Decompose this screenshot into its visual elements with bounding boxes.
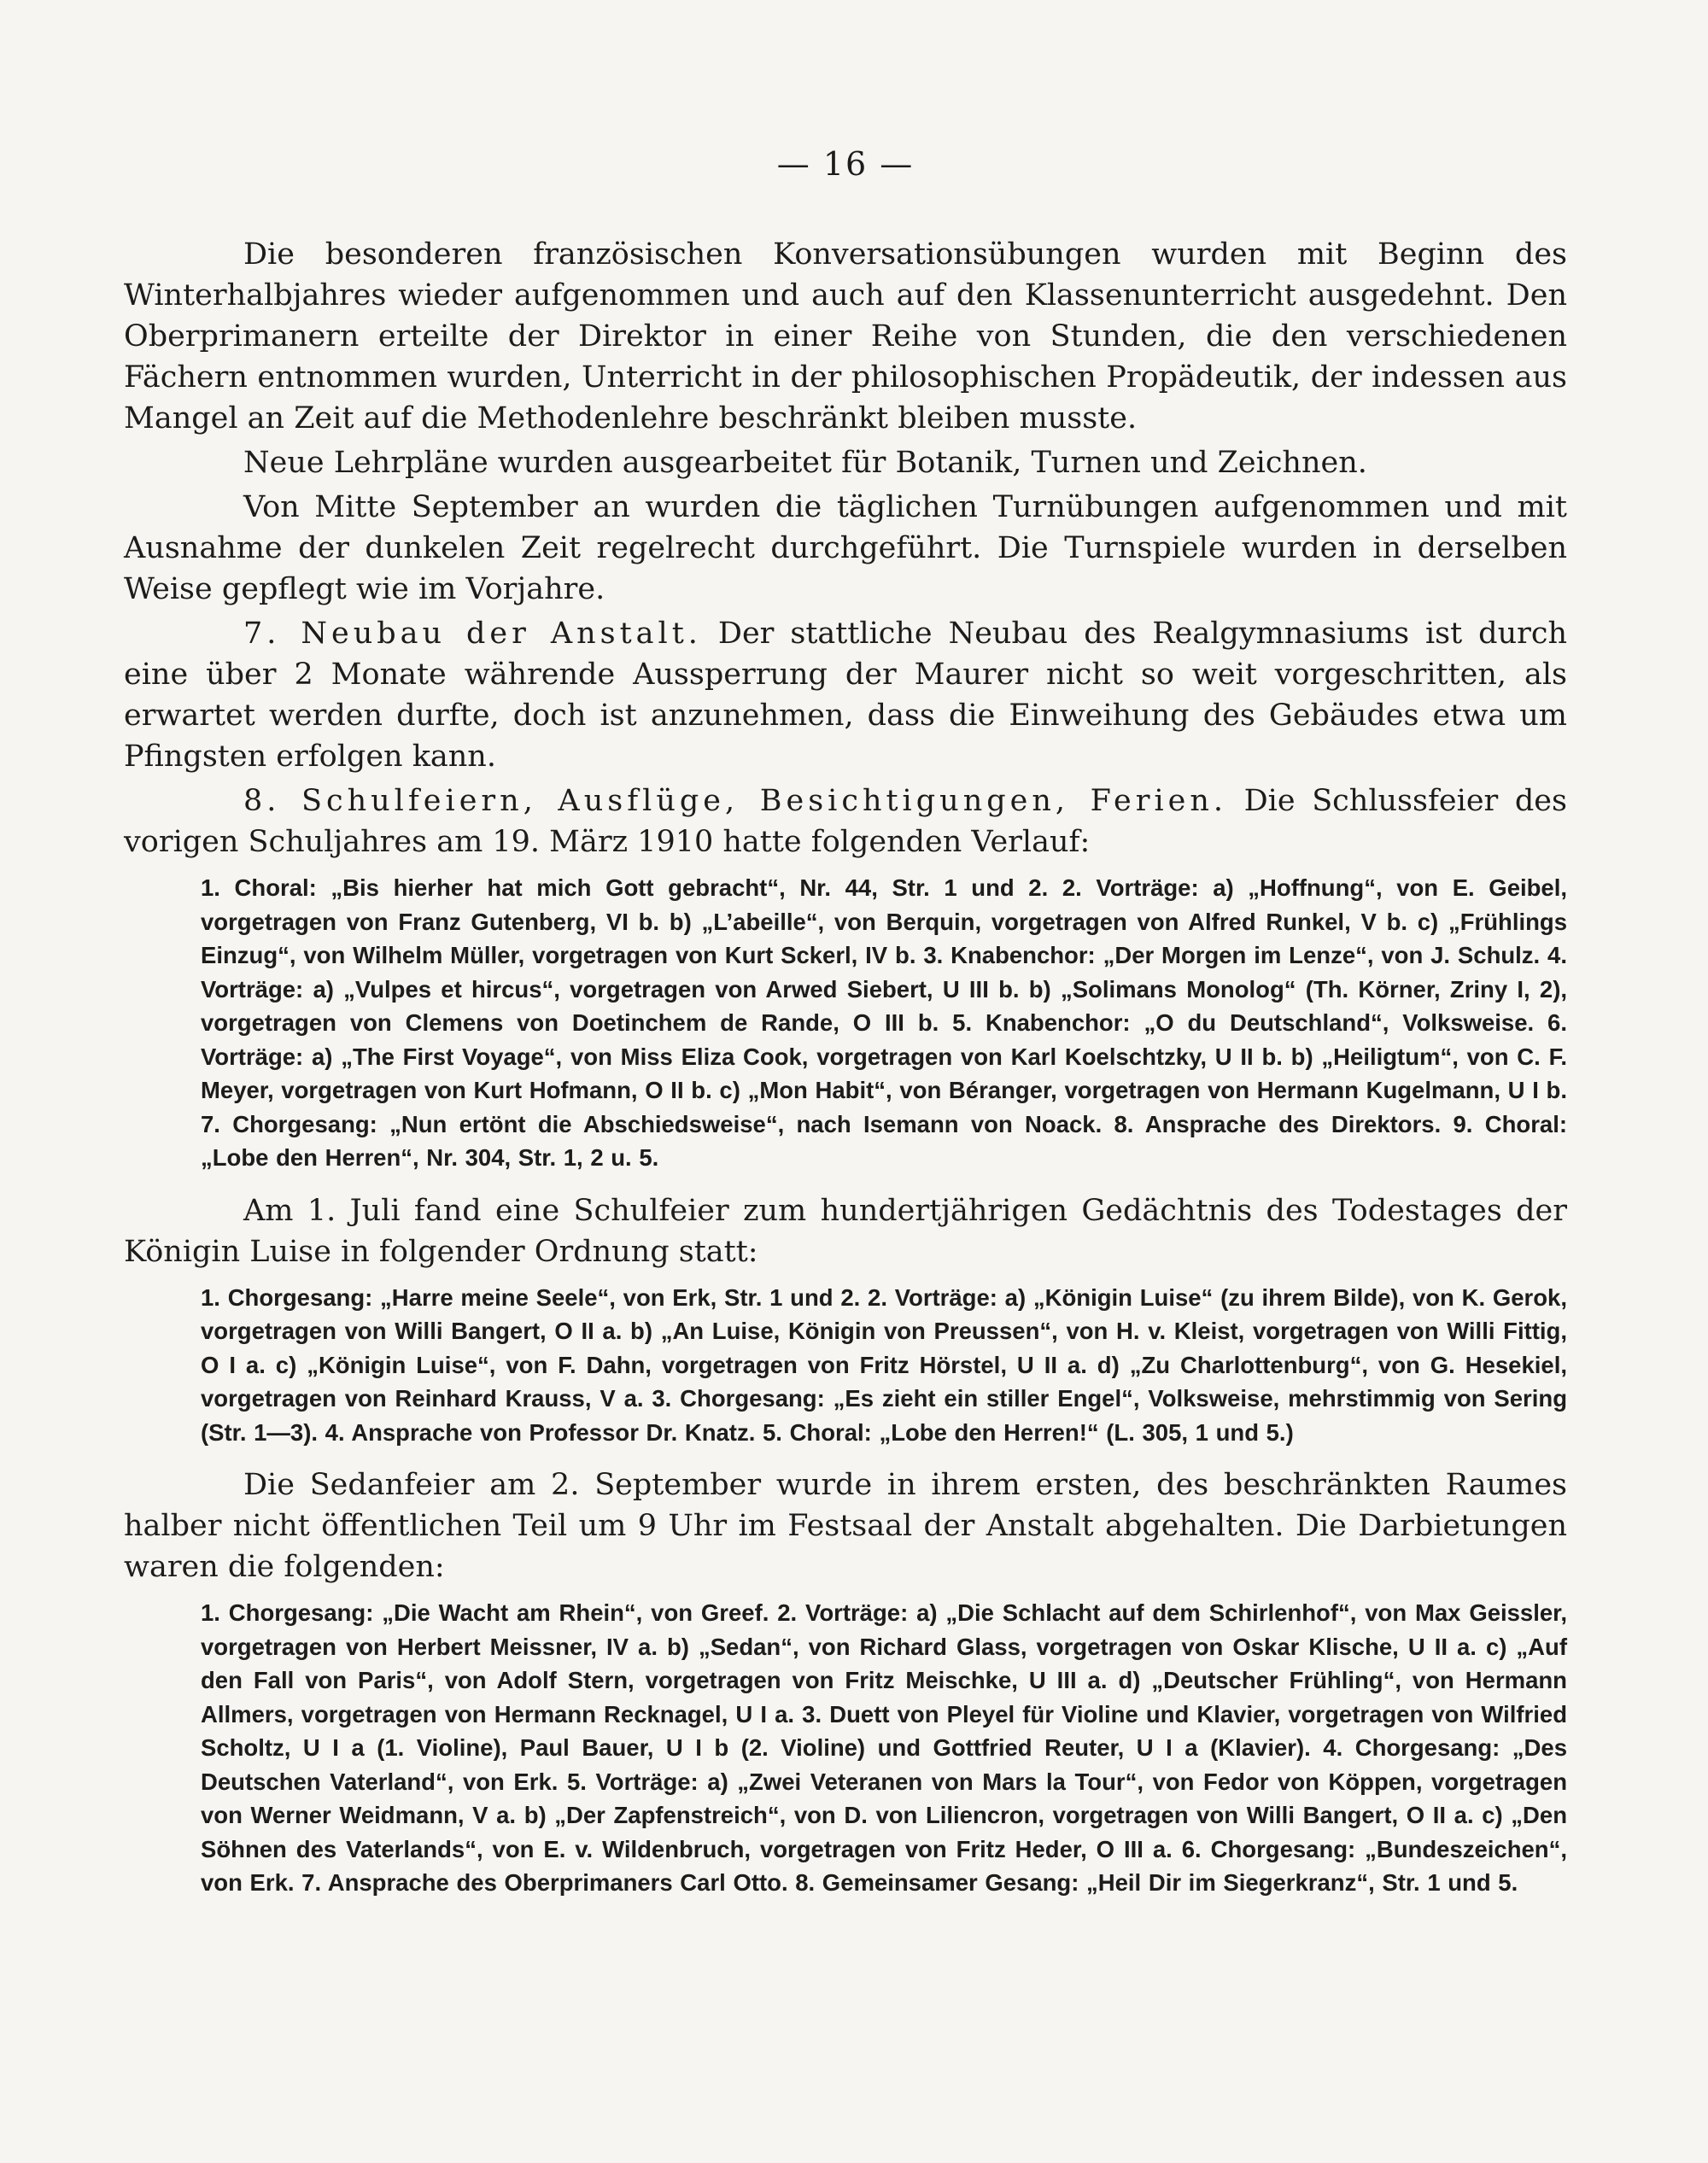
section-8-heading: 8. Schulfeiern, Ausflüge, Besichtigungen, Ferien.: [243, 784, 1228, 818]
paragraph-gymnastics: Von Mitte September an wurden die täglichen Turnübungen aufgenommen und mit Ausnahme der dunkelen Zeit regelrecht durchgeführt. Die Turnspiele wurden in derselben Weise gepflegt wie im Vorjahre.: [124, 490, 1567, 606]
page-number: — 16 —: [776, 145, 915, 183]
paragraph-sedan-celebration: Die Sedanfeier am 2. September wurde in ihrem ersten, des beschränkten Raumes halber nicht öffentlichen Teil um 9 Uhr im Festsaal der Anstalt abgehalten. Die Darbietungen waren die folgenden:: [124, 1468, 1567, 1584]
section-7-text: Der stattliche Neubau des Realgymnasiums ist durch eine über 2 Monate währende Aussperrung der Maurer nicht so weit vorgeschritten, als erwartet werden durfte, doch ist anzunehmen, dass die Einweihung des Gebäudes etwa um Pfingsten erfolgen kann.: [124, 617, 1567, 774]
paragraph-new-curricula: Neue Lehrpläne wurden ausgearbeitet für Botanik, Turnen und Zeichnen.: [243, 446, 1367, 480]
program-sedan: 1. Chorgesang: „Die Wacht am Rhein“, von Greef. 2. Vorträge: a) „Die Schlacht auf dem Schirlenhof“, von Max Geissler, vorgetragen von Herbert Meissner, IV a. b) „Sedan“, von Richard Glass, vorgetragen von Oskar Klische, U II a. c) „Auf den Fall von Paris“, von Adolf Stern, vorgetragen von Fritz Meischke, U III a. d) „Deutscher Frühling“, von Hermann Allmers, vorgetragen von Hermann Recknagel, U I a. 3. Duett von Pleyel für Violine und Klavier, vorgetragen von Wilfried Scholtz, U I a (1. Violine), Paul Bauer, U I b (2. Violine) und Gottfried Reuter, U I a (Klavier). 4. Chorgesang: „Des Deutschen Vaterland“, von Erk. 5. Vorträge: a) „Zwei Veteranen von Mars la Tour“, von Fedor von Köppen, vorgetragen von Werner Weidmann, V a. b) „Der Zapfenstreich“, von D. von Liliencron, vorgetragen von Willi Bangert, O II a. c) „Den Söhnen des Vaterlands“, von E. v. Wildenbruch, vorgetragen von Fritz Heder, O III a. 6. Chorgesang: „Bundeszeichen“, von Erk. 7. Ansprache des Oberprimaners Carl Otto. 8. Gemeinsamer Gesang: „Heil Dir im Siegerkranz“, Str. 1 und 5.: [201, 1599, 1567, 1896]
section-7-paragraph: [124, 613, 1567, 777]
program-queen-luise: 1. Chorgesang: „Harre meine Seele“, von Erk, Str. 1 und 2. 2. Vorträge: a) „Königin Luise“ (zu ihrem Bilde), von K. Gerok, vorgetragen von Willi Bangert, O II a. b) „An Luise, Königin von Preussen“, von H. v. Kleist, vorgetragen von Willi Fittig, O I a. c) „Königin Luise“, von F. Dahn, vorgetragen von Fritz Hörstel, U II a. d) „Zu Charlottenburg“, von G. Hesekiel, vorgetragen von Reinhard Krauss, V a. 3. Chorgesang: „Es zieht ein stiller Engel“, Volksweise, mehrstimmig von Sering (Str. 1—3). 4. Ansprache von Professor Dr. Knatz. 5. Choral: „Lobe den Herren!“ (L. 305, 1 und 5.): [201, 1283, 1567, 1446]
section-7-heading: 7. Neubau der Anstalt.: [243, 617, 702, 651]
section-8-text: Die Schlussfeier des vorigen Schuljahres am 19. März 1910 hatte folgenden Verlauf:: [124, 784, 1567, 859]
paragraph-queen-luise: Am 1. Juli fand eine Schulfeier zum hundertjährigen Gedächtnis des Todestages der Königin Luise in folgender Ordnung statt:: [124, 1193, 1567, 1269]
document-page: [124, 145, 1567, 1915]
section-8-paragraph: [124, 780, 1567, 862]
program-closing-ceremony: 1. Choral: „Bis hierher hat mich Gott gebracht“, Nr. 44, Str. 1 und 2. 2. Vorträge: a) „Hoffnung“, von E. Geibel, vorgetragen von Franz Gutenberg, VI b. b) „L’abeille“, von Berquin, vorgetragen von Alfred Runkel, V b. c) „Frühlings Einzug“, von Wilhelm Müller, vorgetragen von Kurt Sckerl, IV b. 3. Knabenchor: „Der Morgen im Lenze“, von J. Schulz. 4. Vorträge: a) „Vulpes et hircus“, vorgetragen von Arwed Siebert, U III b. b) „Solimans Monolog“ (Th. Körner, Zriny I, 2), vorgetragen von Clemens von Doetinchem de Rande, O III b. 5. Knabenchor: „O du Deutschland“, Volksweise. 6. Vorträge: a) „The First Voyage“, von Miss Eliza Cook, vorgetragen von Karl Koelschtzky, U II b. b) „Heiligtum“, von C. F. Meyer, vorgetragen von Kurt Hofmann, O II b. c) „Mon Habit“, von Béranger, vorgetragen von Hermann Kugelmann, U I b. 7. Chorgesang: „Nun ertönt die Abschiedsweise“, nach Isemann von Noack. 8. Ansprache des Direktors. 9. Choral: „Lobe den Herren“, Nr. 304, Str. 1, 2 u. 5.: [201, 874, 1567, 1171]
paragraph-french-conversation: Die besonderen französischen Konversationsübungen wurden mit Beginn des Winterhalbjahres wieder aufgenommen und auch auf den Klassenunterricht ausgedehnt. Den Oberprimanern erteilte der Direktor in einer Reihe von Stunden, die den verschiedenen Fächern entnommen wurden, Unterricht in der philosophischen Propädeutik, der indessen aus Mangel an Zeit auf die Methodenlehre beschränkt bleiben musste.: [124, 237, 1567, 436]
